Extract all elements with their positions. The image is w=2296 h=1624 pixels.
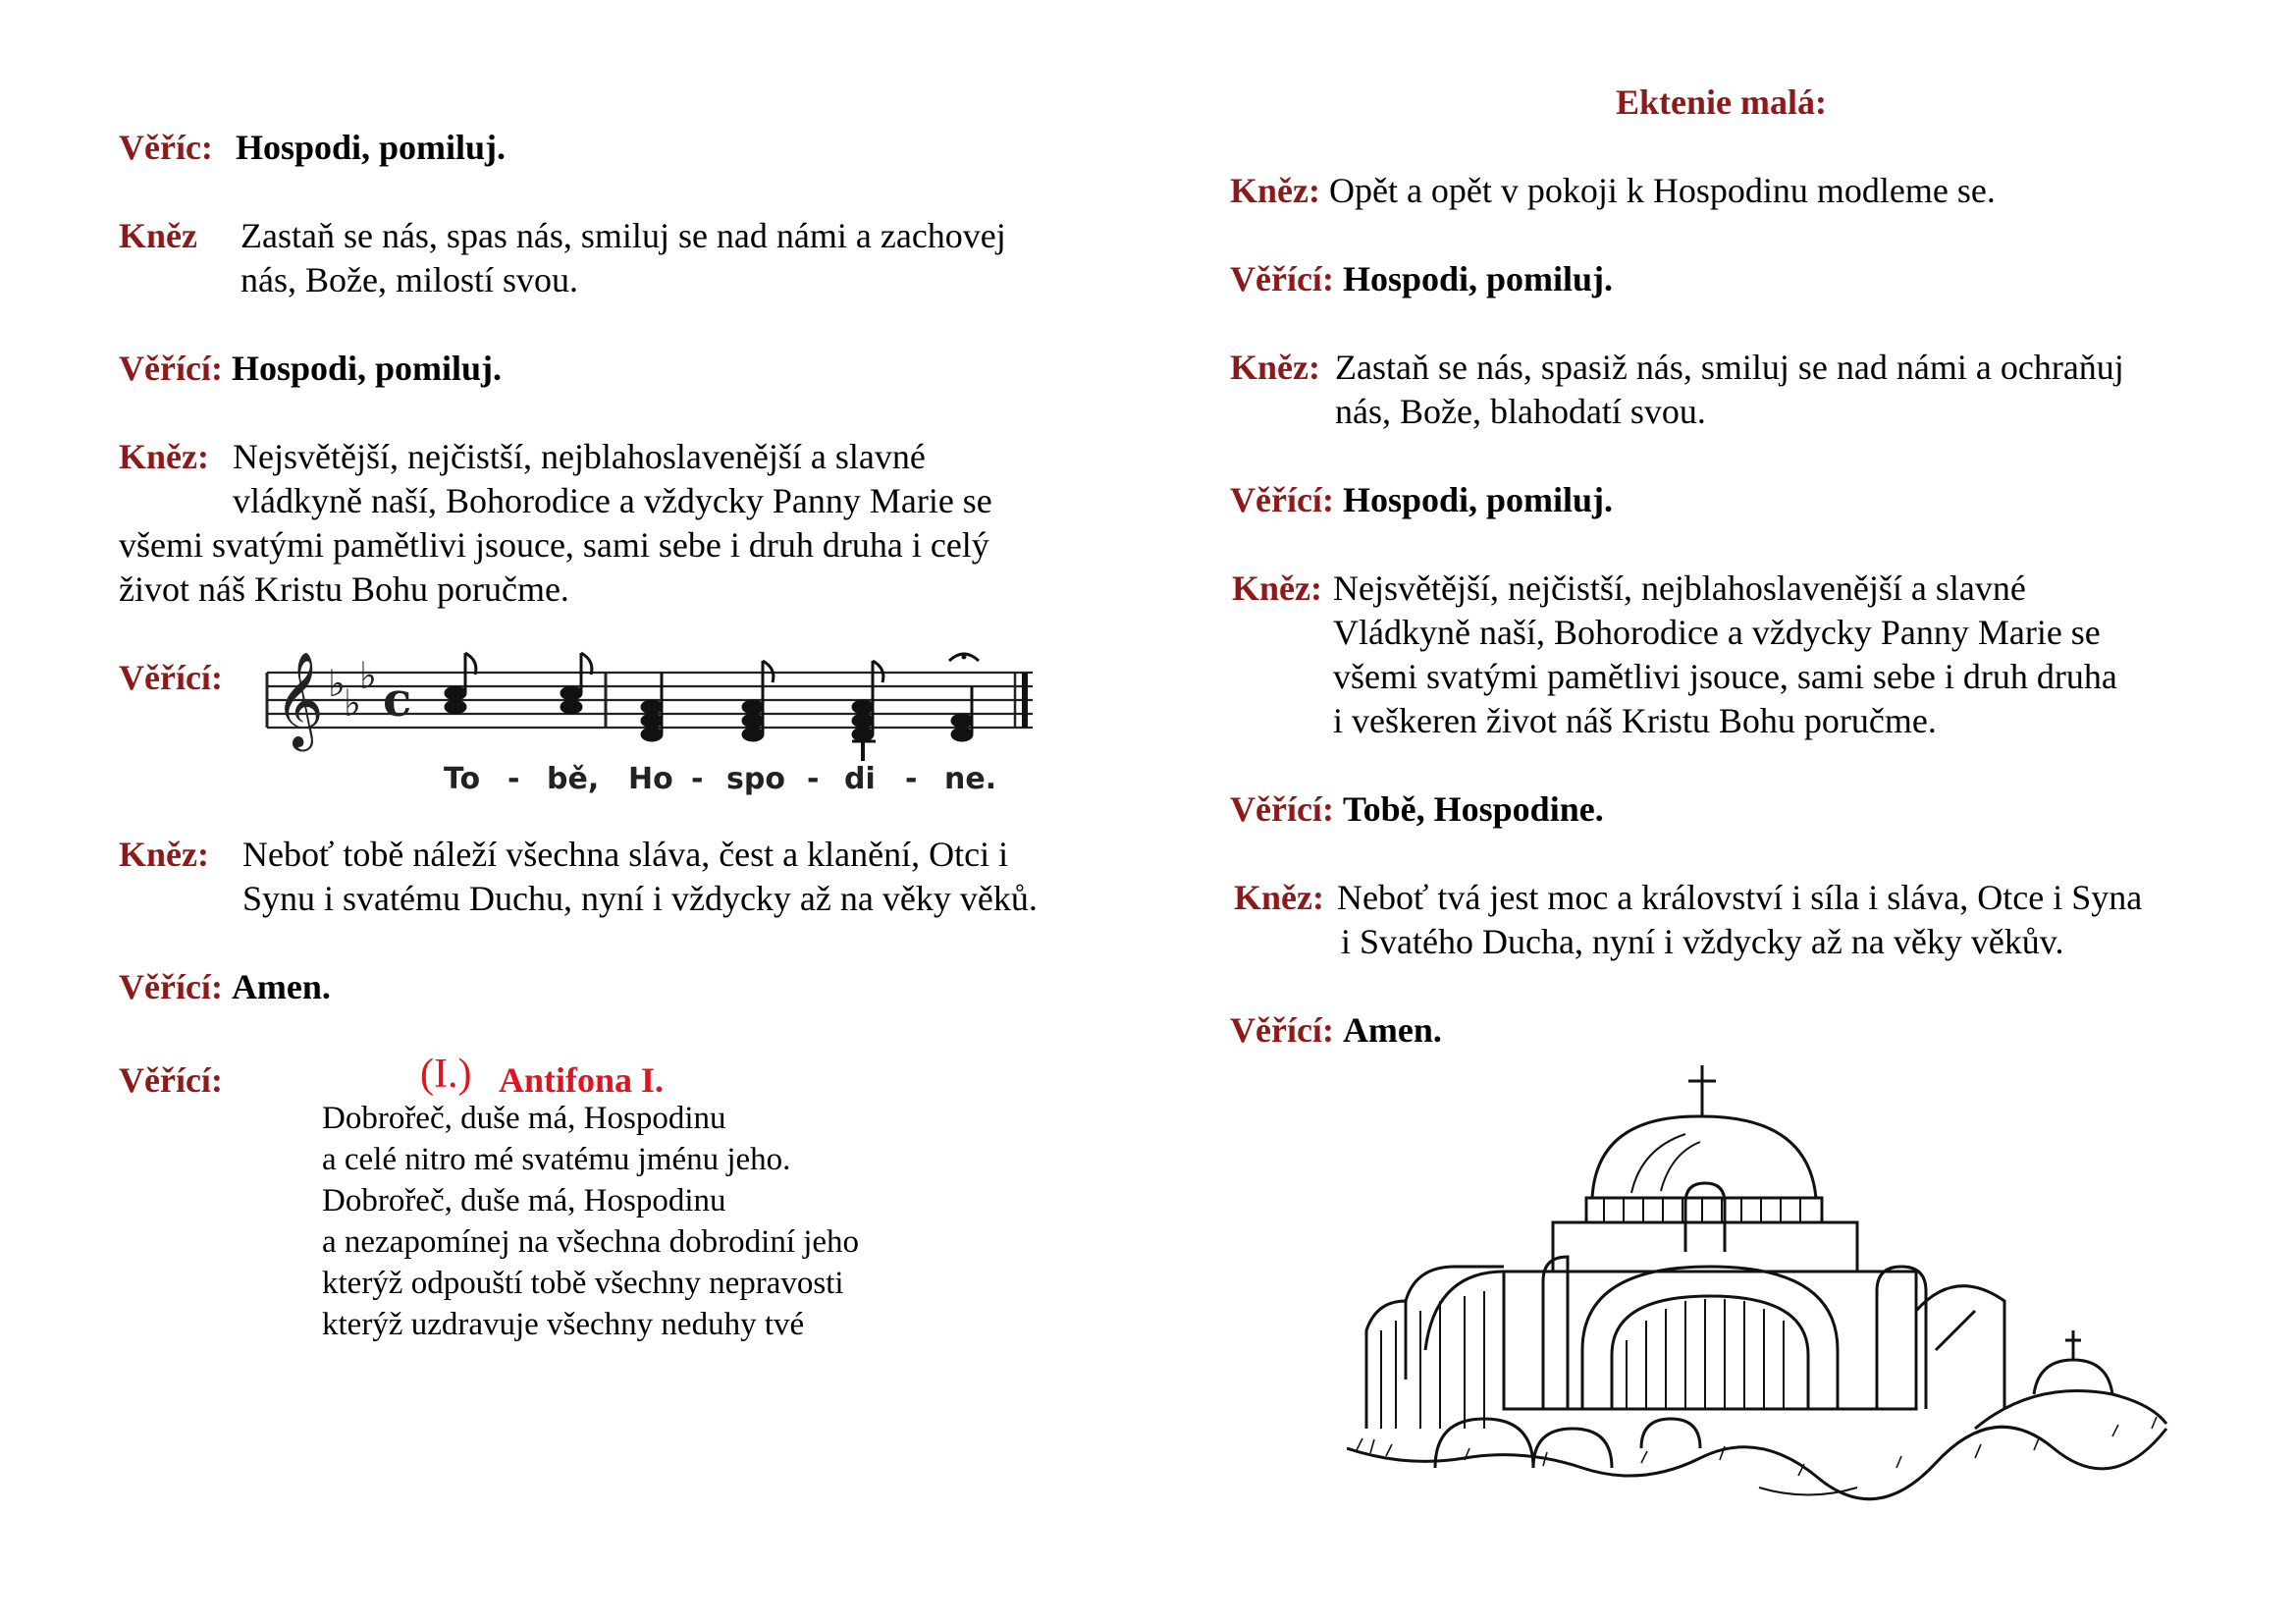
lyric-syllable: Ho [628,762,673,796]
priest-text: Zastaň se nás, spas nás, smiluj se nad námi a zachovej [240,216,1006,255]
priest-text: Neboť tobě náleží všechna sláva, čest a klanění, Otci i [242,835,1009,874]
speaker-label: Kněz: [1232,568,1322,608]
speaker-label: Kněz: [1230,348,1320,387]
priest-text: Synu i svatému Duchu, nyní i vždycky až na věky věků. [242,879,1038,918]
svg-text:𝄞: 𝄞 [275,651,324,747]
speaker-label: Věřící: [1230,1010,1334,1050]
line-verici-r4 [1230,478,1613,521]
priest-text: vládkyně naší, Bohorodice a vždycky Panny Marie se [233,481,992,520]
line-verici-2 [119,347,502,390]
music-notation-icon [257,643,1042,805]
line-verici-amen [119,965,331,1008]
lyric-syllable: spo [726,762,785,796]
svg-text:c: c [383,673,412,728]
response-text: Hospodi, pomiluj. [1342,480,1614,519]
response-text: Amen. [1342,1010,1442,1050]
speaker-label: Věřící: [1230,259,1334,298]
speaker-label: Věřící: [119,349,223,388]
line-verici-r6 [1230,787,1604,831]
lyric-syllable: - [905,762,918,796]
antifona-line: a celé nitro mé svatému jménu jeho. [322,1142,791,1177]
line-knez-1 [1230,169,1996,212]
speaker-label: Kněz: [119,437,209,476]
priest-text: Nejsvětější, nejčistší, nejblahoslavenější a slavné [1333,568,2026,608]
speaker-label: Kněz: [1234,878,1324,917]
priest-text: i veškeren život náš Kristu Bohu poručme. [1333,701,1937,740]
speaker-label: Kněz: [119,835,209,874]
speaker-label: Věříc: [119,128,213,167]
priest-text: Nejsvětější, nejčistší, nejblahoslavenější a slavné [233,437,926,476]
svg-text:♭: ♭ [328,662,346,705]
lyric-syllable: - [507,762,520,796]
response-text: Hospodi, pomiluj. [1342,259,1614,298]
antifona-number: (I.) [420,1052,472,1097]
svg-text:♭: ♭ [359,654,377,697]
lyric-syllable: bě, [547,762,600,796]
antifona-line: kterýž uzdravuje všechny neduhy tvé [322,1307,805,1342]
response-text: Tobě, Hospodine. [1342,789,1604,829]
priest-text: Opět a opět v pokoji k Hospodinu modleme se. [1328,171,1996,210]
line-veric-1 [119,126,506,169]
speaker-label: Věřící: [119,658,223,697]
lyric-syllable: ne. [944,762,997,796]
speaker-label: Kněz [119,216,197,255]
response-text: Amen. [231,967,331,1006]
antifona-line: Dobrořeč, duše má, Hospodinu [322,1183,726,1218]
priest-text: Vládkyně naší, Bohorodice a vždycky Panny Marie se [1333,613,2101,652]
lyric-syllable: To [444,762,481,796]
speaker-label: Věřící: [119,1060,223,1100]
svg-text:♭: ♭ [344,681,361,725]
priest-text: všemi svatými pamětlivi jsouce, sami sebe i druh druha [1333,657,2117,696]
speaker-label: Věřící: [119,967,223,1006]
church-dome-icon [1347,1056,2171,1507]
line-verici-r2 [1230,257,1613,300]
speaker-label: Kněz: [1230,171,1320,210]
antifona-line: a nezapomínej na všechna dobrodiní jeho [322,1224,860,1260]
antifona-title: Antifona I. [499,1060,665,1100]
priest-text: Zastaň se nás, spasiž nás, smiluj se nad námi a ochraňuj [1335,348,2124,387]
lyric-syllable: - [691,762,704,796]
priest-text: Neboť tvá jest moc a království i síla i sláva, Otce i Syna [1337,878,2143,917]
priest-text: i Svatého Ducha, nyní i vždycky až na věky věkův. [1341,922,2064,961]
antifona-line: kterýž odpouští tobě všechny nepravosti [322,1266,844,1301]
priest-text: život náš Kristu Bohu poručme. [119,569,569,609]
lyric-syllable: di [844,762,876,796]
speaker-label: Věřící: [1230,789,1334,829]
priest-text: nás, Bože, blahodatí svou. [1335,392,1706,431]
response-text: Hospodi, pomiluj. [235,128,507,167]
response-text: Hospodi, pomiluj. [231,349,503,388]
line-verici-amen-right [1230,1008,1442,1052]
lyric-syllable: - [807,762,820,796]
speaker-label: Věřící: [1230,480,1334,519]
antifona-line: Dobrořeč, duše má, Hospodinu [322,1101,726,1136]
priest-text: nás, Bože, milostí svou. [240,260,578,299]
section-title: Ektenie malá: [1616,82,1827,122]
priest-text: všemi svatými pamětlivi jsouce, sami sebe i druh druha i celý [119,525,989,565]
